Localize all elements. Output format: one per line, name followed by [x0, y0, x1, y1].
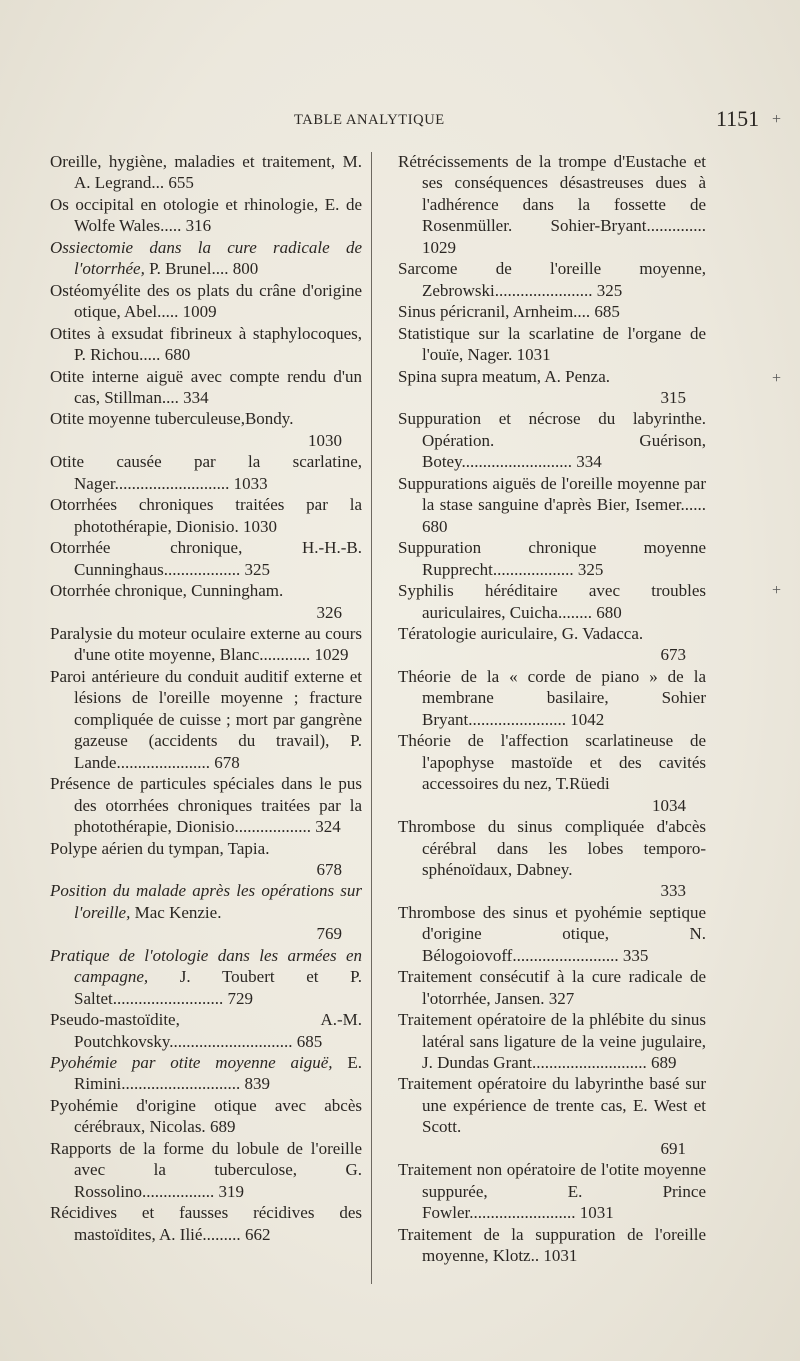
- entry-page-ref: 324: [311, 817, 341, 837]
- entry-page-ref: 333: [660, 881, 686, 901]
- index-entry: [50, 1052, 362, 1095]
- index-entry: [50, 280, 362, 323]
- entry-title: Traitement opératoire du labyrinthe basé sur une expérience de trente cas, E. West et Scott.: [398, 1074, 706, 1137]
- entry-title: Récidives et fausses récidives des mastoïdites, A. Ilié.........: [50, 1203, 362, 1244]
- entry-title: Suppuration chronique moyenne Rupprecht...................: [398, 538, 706, 579]
- index-entry: [50, 945, 362, 1009]
- index-entry: [50, 1202, 362, 1245]
- entry-title: Pseudo-mastoïdite, A.-M. Poutchkovsky.............................: [50, 1010, 362, 1051]
- entry-title: Pyohémie d'origine otique avec abcès cérébraux, Nicolas.: [50, 1095, 362, 1137]
- entry-title: Théorie de l'affection scarlatineuse de l'apophyse mastoïde et des cavités accessoires du nez, T.Rüedi: [398, 731, 706, 794]
- entry-page-ref: 1030: [308, 430, 342, 450]
- entry-page-ref: 325: [573, 559, 604, 579]
- page-number: 1151: [716, 106, 760, 131]
- index-column-right: [398, 151, 706, 1267]
- index-entry: [50, 880, 362, 944]
- index-entry: [50, 666, 362, 773]
- entry-title: Spina supra meatum, A. Penza.: [398, 366, 610, 386]
- entry-page-ref: 673: [660, 645, 686, 665]
- index-entry: [398, 301, 706, 322]
- margin-mark: +: [772, 111, 782, 128]
- index-entry: [398, 580, 706, 623]
- index-entry: [398, 323, 706, 366]
- entry-title: Otites à exsudat fibrineux à staphylocoques, P. Richou.....: [50, 323, 362, 365]
- entry-title: Os occipital en otologie et rhinologie, E. de Wolfe Wales.....: [50, 194, 362, 236]
- index-entry: [398, 1159, 706, 1223]
- index-entry: [398, 1224, 706, 1267]
- entry-title-italic: Position du malade après les opérations sur l'oreille,: [50, 881, 362, 922]
- entry-page-ref: 1031: [539, 1246, 578, 1266]
- index-entry: [50, 194, 362, 237]
- index-entry: [50, 151, 362, 194]
- entry-page-ref: 729: [223, 988, 253, 1008]
- index-entry: [398, 816, 706, 902]
- index-entry: [50, 580, 362, 623]
- index-entry: [50, 1095, 362, 1138]
- index-entry: [50, 366, 362, 409]
- entry-title: Rapports de la forme du lobule de l'oreille avec la tuberculose, G. Rossolino.................: [50, 1138, 362, 1201]
- entry-title: Traitement opératoire de la phlébite du sinus latéral sans ligature de la veine jugulaire, J. Dundas Grant...........................: [398, 1010, 706, 1073]
- margin-mark: +: [772, 370, 782, 387]
- entry-title: Théorie de la « corde de piano » de la membrane basilaire, Sohier Bryant.......................: [398, 666, 706, 729]
- entry-title: Otorrhées chroniques traitées par la photothérapie, Dionisio.: [50, 495, 362, 536]
- entry-title: E. Rimini............................: [74, 1053, 362, 1094]
- index-entry: [398, 151, 706, 258]
- entry-page-ref: 680: [591, 602, 622, 622]
- entry-title: Suppuration et nécrose du labyrinthe. Opération. Guérison, Botey..........................: [398, 409, 706, 472]
- index-entry: [398, 902, 706, 966]
- entry-title: Otite moyenne tuberculeuse,Bondy.: [50, 409, 294, 429]
- index-entry: [50, 1009, 362, 1052]
- index-entry: [50, 237, 362, 280]
- entry-title: J. Toubert et P. Saltet..........................: [74, 967, 362, 1008]
- entry-title: Sinus péricranil, Arnheim....: [398, 302, 591, 322]
- index-entry: [398, 408, 706, 472]
- index-entry: [50, 451, 362, 494]
- entry-title: Traitement non opératoire de l'otite moyenne suppurée, E. Prince Fowler.........................: [398, 1160, 706, 1223]
- entry-title-italic: Ossiectomie dans la cure radicale de l'otorrhée,: [50, 237, 362, 279]
- entry-page-ref: 685: [590, 302, 620, 322]
- entry-page-ref: 334: [572, 452, 602, 472]
- index-entry: [398, 258, 706, 301]
- index-entry: [398, 366, 706, 409]
- entry-title: Thrombose du sinus compliquée d'abcès cérébral dans les lobes temporo-sphénoïdaux, Dabney.: [398, 817, 706, 879]
- entry-page-ref: 326: [316, 602, 342, 622]
- entry-title: Traitement consécutif à la cure radicale de l'otorrhée, Jansen.: [398, 967, 706, 1008]
- entry-page-ref: 1031: [575, 1203, 614, 1223]
- index-entry: [50, 537, 362, 580]
- entry-title: Traitement de la suppuration de l'oreille moyenne, Klotz..: [398, 1224, 706, 1266]
- entry-page-ref: 685: [292, 1031, 323, 1051]
- entry-page-ref: 1029: [310, 645, 349, 665]
- index-entry: [398, 966, 706, 1009]
- entry-page-ref: 800: [228, 259, 259, 279]
- index-entry: [398, 730, 706, 816]
- index-entry: [398, 623, 706, 666]
- entry-page-ref: 689: [205, 1117, 236, 1137]
- index-entry: [398, 473, 706, 537]
- entry-title: Otorrhée chronique, Cunningham.: [50, 581, 284, 601]
- entry-page-ref: 680: [422, 516, 448, 536]
- index-entry: [398, 666, 706, 730]
- entry-page-ref: 335: [618, 945, 649, 965]
- entry-title: Otite interne aiguë avec compte rendu d'un cas, Stillman....: [50, 366, 362, 407]
- entry-page-ref: 1009: [178, 302, 217, 322]
- entry-page-ref: 319: [214, 1181, 245, 1201]
- entry-page-ref: 678: [316, 859, 342, 879]
- entry-title: P. Brunel....: [144, 259, 229, 279]
- entry-title: Sarcome de l'oreille moyenne, Zebrowski.......................: [398, 259, 706, 300]
- margin-mark: +: [772, 582, 782, 599]
- entry-page-ref: 655: [164, 173, 194, 193]
- entry-title: Ostéomyélite des os plats du crâne d'origine otique, Abel.....: [50, 280, 362, 322]
- entry-page-ref: 315: [660, 387, 686, 407]
- entry-title: Otorrhée chronique, H.-H.-B. Cunninghaus..................: [50, 538, 362, 579]
- entry-page-ref: 662: [240, 1224, 271, 1244]
- index-entry: [398, 537, 706, 580]
- entry-page-ref: 325: [240, 559, 270, 579]
- entry-page-ref: 334: [178, 387, 209, 407]
- entry-title-italic: Pratique de l'otologie dans les armées en campagne,: [50, 945, 362, 987]
- entry-title: Paralysie du moteur oculaire externe au cours d'une otite moyenne, Blanc............: [50, 623, 362, 665]
- entry-title: Suppurations aiguës de l'oreille moyenne par la stase sanguine d'après Bier, Isemer......: [398, 473, 706, 515]
- entry-title: Mac Kenzie.: [130, 902, 222, 922]
- entry-page-ref: 327: [544, 988, 575, 1008]
- entry-page-ref: 769: [316, 924, 342, 944]
- entry-title: Tératologie auriculaire, G. Vadacca.: [398, 623, 644, 643]
- entry-title: Oreille, hygiène, maladies et traitement, M. A. Legrand...: [50, 152, 362, 193]
- entry-title: Otite causée par la scarlatine, Nager...........................: [50, 452, 362, 493]
- entry-title: Statistique sur la scarlatine de l'organe de l'ouïe, Nager.: [398, 323, 706, 365]
- entry-page-ref: 1030: [238, 516, 278, 536]
- index-entry: [50, 1138, 362, 1202]
- entry-title: Paroi antérieure du conduit auditif externe et lésions de l'oreille moyenne ; fracture compliquée de cuisse ; mort par gangrène gazeuse (accidents du travail), P. Lande......................: [50, 666, 362, 772]
- entry-page-ref: 1034: [652, 795, 686, 815]
- entry-page-ref: 691: [660, 1138, 686, 1158]
- index-entry: [50, 773, 362, 837]
- entry-page-ref: 689: [646, 1053, 677, 1073]
- entry-page-ref: 1029: [422, 237, 456, 257]
- index-entry: [398, 1073, 706, 1159]
- index-entry: [50, 494, 362, 537]
- index-entry: [398, 1009, 706, 1073]
- index-entry: [50, 623, 362, 666]
- entry-title-italic: Pyohémie par otite moyenne aiguë,: [50, 1053, 333, 1073]
- entry-page-ref: 325: [592, 280, 623, 300]
- entry-title: Présence de particules spéciales dans le pus des otorrhées chroniques traitées par la photothérapie, Dionisio..................: [50, 774, 362, 837]
- entry-page-ref: 316: [181, 216, 212, 236]
- entry-page-ref: 1033: [229, 473, 268, 493]
- entry-title: Syphilis héréditaire avec troubles auriculaires, Cuicha........: [398, 581, 706, 622]
- entry-page-ref: 1031: [512, 345, 551, 365]
- entry-page-ref: 680: [160, 345, 191, 365]
- entry-page-ref: 839: [240, 1074, 270, 1094]
- index-entry: [50, 838, 362, 881]
- column-divider: [371, 152, 372, 1284]
- index-column-left: [50, 151, 362, 1245]
- entry-title: Thrombose des sinus et pyohémie septique d'origine otique, N. Bélogoiovoff.........................: [398, 902, 706, 965]
- entry-title: Polype aérien du tympan, Tapia.: [50, 838, 270, 858]
- entry-page-ref: 678: [209, 752, 240, 772]
- entry-title: Rétrécissements de la trompe d'Eustache et ses conséquences désastreuses dues à l'adhérence dans la fossette de Rosenmüller. Sohier-Bryant..............: [398, 152, 706, 236]
- page-header: [0, 106, 800, 136]
- running-title: TABLE ANALYTIQUE: [294, 112, 445, 128]
- index-entry: [50, 408, 362, 451]
- index-entry: [50, 323, 362, 366]
- entry-page-ref: 1042: [566, 709, 605, 729]
